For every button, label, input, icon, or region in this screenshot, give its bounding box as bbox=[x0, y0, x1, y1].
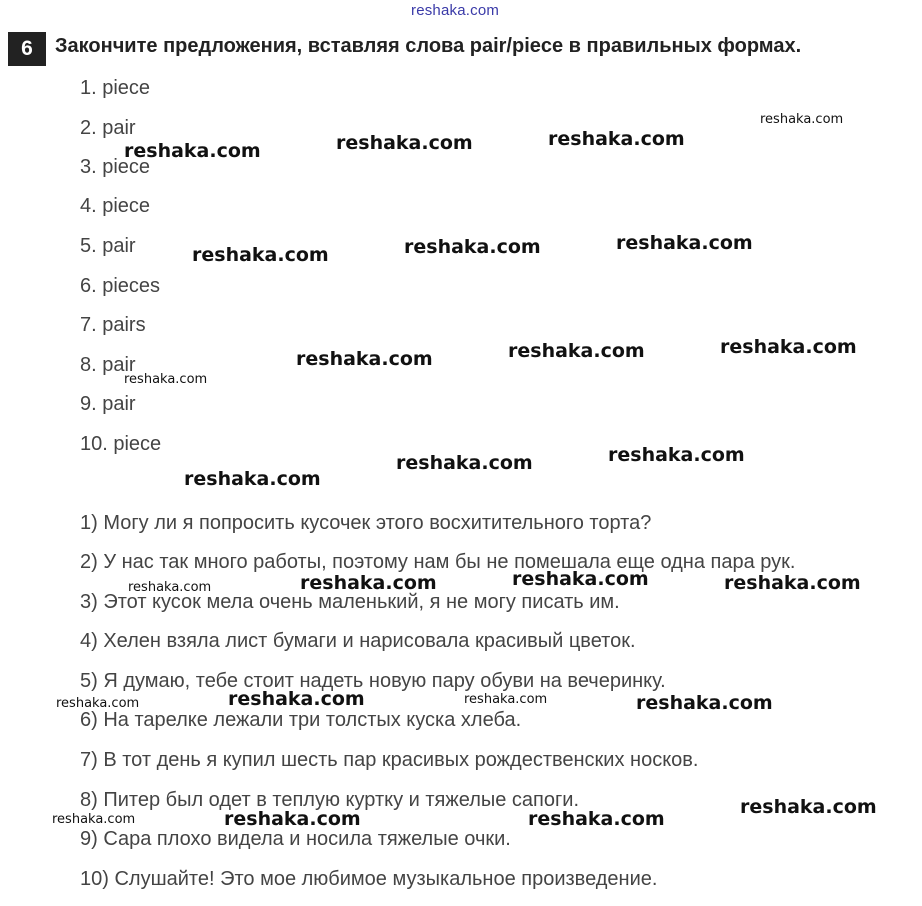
answer-item: 8. pair bbox=[80, 354, 136, 376]
exercise-number-badge: 6 bbox=[8, 32, 46, 66]
watermark: reshaka.com bbox=[336, 132, 473, 154]
answer-item: 1. piece bbox=[80, 77, 151, 99]
exercise-instruction: Закончите предложения, вставляя слова pair/piece в правильных формах. bbox=[55, 35, 802, 57]
translation-item: 10) Слушайте! Это мое любимое музыкальное произведение. bbox=[80, 868, 658, 890]
watermark: reshaka.com bbox=[464, 692, 548, 707]
answer-item: 2. pair bbox=[80, 117, 136, 139]
answer-item: 5. pair bbox=[80, 235, 136, 257]
watermark: reshaka.com bbox=[528, 808, 665, 830]
translation-item: 2) У нас так много работы, поэтому нам бы не помешала еще одна пара рук. bbox=[80, 551, 796, 573]
watermark: reshaka.com bbox=[404, 236, 541, 258]
watermark: reshaka.com bbox=[636, 692, 773, 714]
watermark: reshaka.com bbox=[740, 796, 877, 818]
watermark: reshaka.com bbox=[124, 372, 208, 387]
watermark: reshaka.com bbox=[192, 244, 329, 266]
answer-item: 7. pairs bbox=[80, 314, 146, 336]
watermark: reshaka.com bbox=[184, 468, 321, 490]
site-header-link[interactable]: reshaka.com bbox=[411, 2, 500, 19]
translation-item: 5) Я думаю, тебе стоит надеть новую пару обуви на вечеринку. bbox=[80, 670, 666, 692]
watermark: reshaka.com bbox=[548, 128, 685, 150]
watermark: reshaka.com bbox=[224, 808, 361, 830]
answer-item: 9. pair bbox=[80, 393, 136, 415]
answer-item: 6. pieces bbox=[80, 275, 161, 297]
watermark: reshaka.com bbox=[300, 572, 437, 594]
answer-item: 4. piece bbox=[80, 195, 151, 217]
watermark: reshaka.com bbox=[52, 812, 136, 827]
watermark: reshaka.com bbox=[512, 568, 649, 590]
translation-item: 8) Питер был одет в теплую куртку и тяжелые сапоги. bbox=[80, 789, 580, 811]
answer-item: 3. piece bbox=[80, 156, 151, 178]
watermark: reshaka.com bbox=[128, 580, 212, 595]
watermark: reshaka.com bbox=[228, 688, 365, 710]
watermark: reshaka.com bbox=[608, 444, 745, 466]
watermark: reshaka.com bbox=[508, 340, 645, 362]
translation-item: 4) Хелен взяла лист бумаги и нарисовала красивый цветок. bbox=[80, 630, 636, 652]
watermark: reshaka.com bbox=[124, 140, 261, 162]
answer-item: 10. piece bbox=[80, 433, 162, 455]
translation-item: 7) В тот день я купил шесть пар красивых рождественских носков. bbox=[80, 749, 699, 771]
watermark: reshaka.com bbox=[56, 696, 140, 711]
watermark: reshaka.com bbox=[296, 348, 433, 370]
translation-item: 3) Этот кусок мела очень маленький, я не могу писать им. bbox=[80, 591, 620, 613]
translation-item: 9) Сара плохо видела и носила тяжелые очки. bbox=[80, 828, 511, 850]
watermark: reshaka.com bbox=[616, 232, 753, 254]
watermark: reshaka.com bbox=[720, 336, 857, 358]
translation-item: 6) На тарелке лежали три толстых куска хлеба. bbox=[80, 709, 522, 731]
watermark: reshaka.com bbox=[724, 572, 861, 594]
watermark: reshaka.com bbox=[760, 112, 844, 127]
translation-item: 1) Могу ли я попросить кусочек этого восхитительного торта? bbox=[80, 512, 652, 534]
watermark: reshaka.com bbox=[396, 452, 533, 474]
